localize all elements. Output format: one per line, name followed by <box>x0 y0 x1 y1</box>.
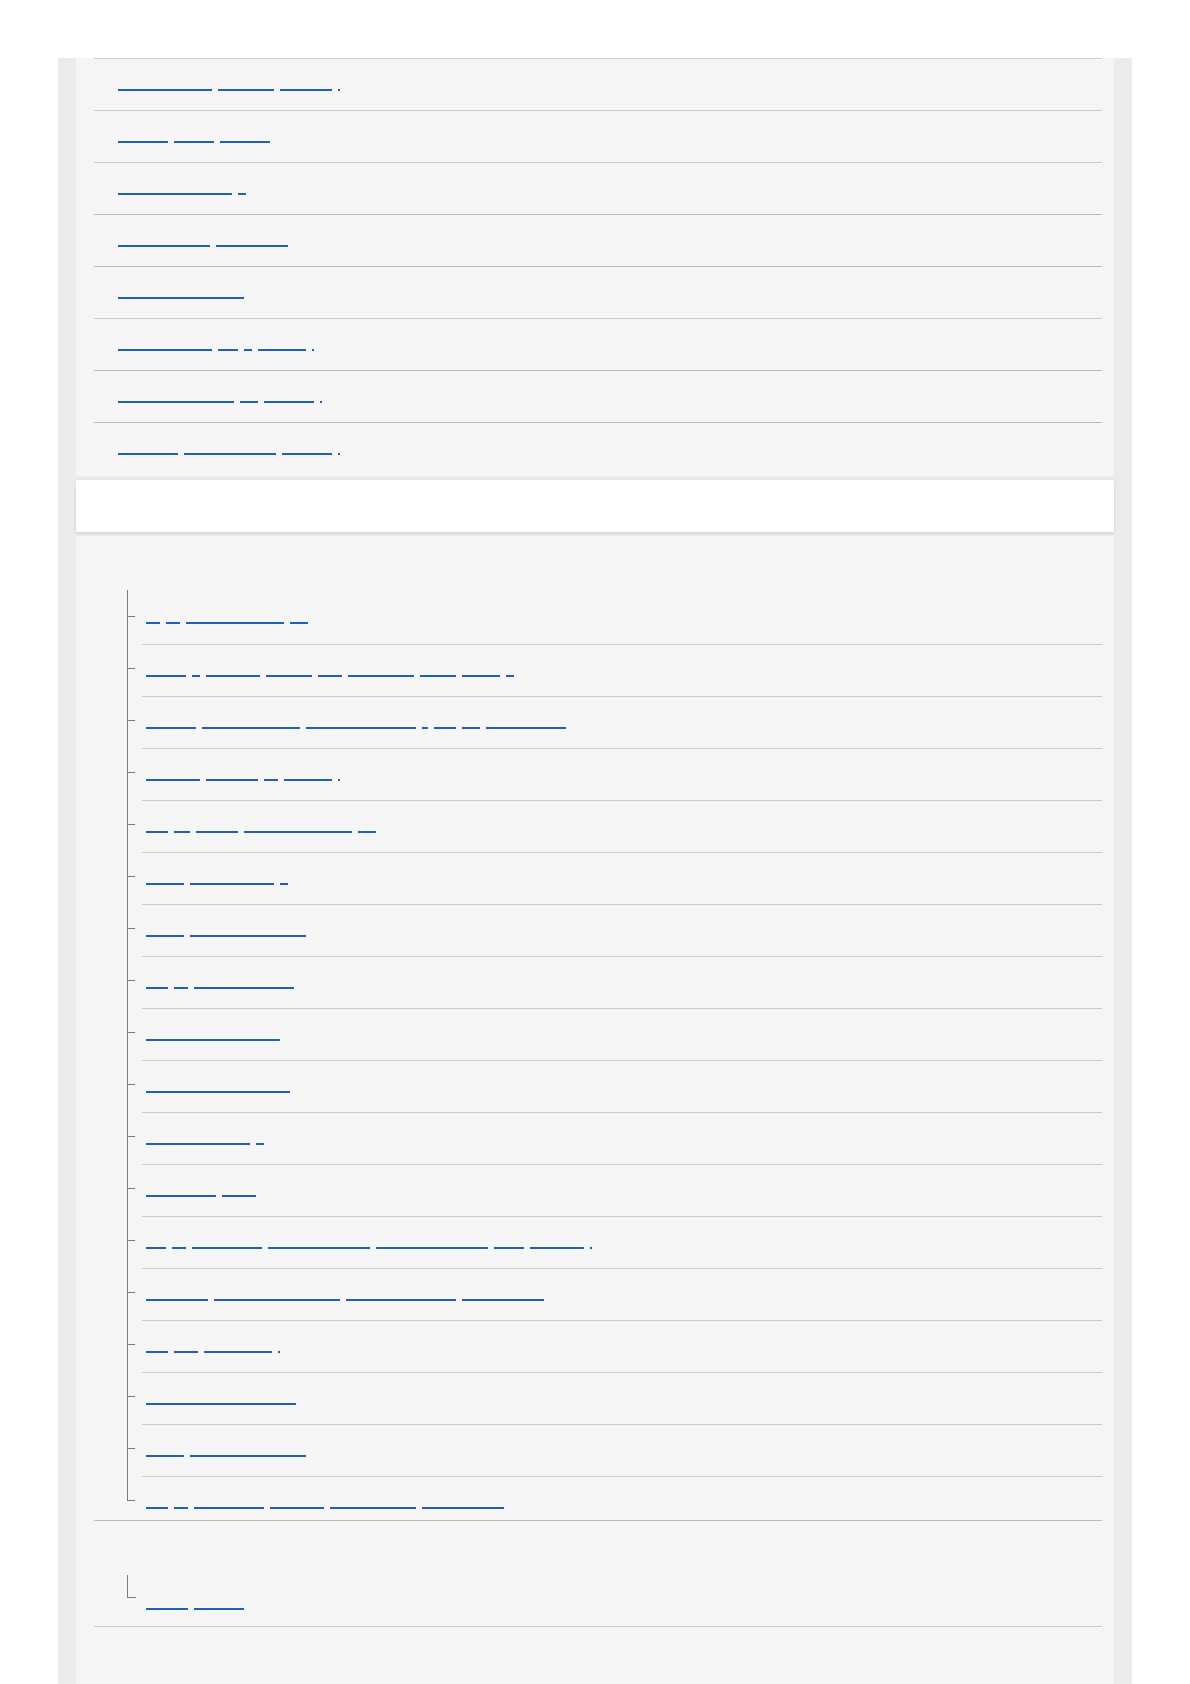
section-divider <box>94 1626 1102 1627</box>
list-item[interactable] <box>94 266 1102 318</box>
list-item-link[interactable] <box>118 287 244 299</box>
list-item-link[interactable] <box>118 183 246 195</box>
tree-item-link[interactable] <box>146 1598 244 1610</box>
list-item[interactable] <box>94 318 1102 370</box>
list-item[interactable] <box>94 162 1102 214</box>
tree-item-link[interactable] <box>146 925 306 937</box>
tree-item-link[interactable] <box>146 1393 296 1405</box>
tree-item[interactable] <box>142 1424 1102 1476</box>
list-item-link[interactable] <box>118 131 270 143</box>
tree-item[interactable] <box>142 852 1102 904</box>
tree-item[interactable] <box>142 1008 1102 1060</box>
tree-item-link[interactable] <box>146 769 340 781</box>
tree-connector-end <box>127 1575 136 1598</box>
tree-item-link[interactable] <box>146 977 294 989</box>
tree-item-link[interactable] <box>146 1497 504 1509</box>
tree-item[interactable] <box>142 1060 1102 1112</box>
tree-item-link[interactable] <box>146 717 566 729</box>
list-item-link[interactable] <box>118 443 340 455</box>
tree-item-link[interactable] <box>146 1341 280 1353</box>
tree-item[interactable] <box>142 1164 1102 1216</box>
list-item-link[interactable] <box>118 79 340 91</box>
tree-item-link[interactable] <box>146 821 376 833</box>
tree-item-link[interactable] <box>146 612 308 624</box>
tree-item-link[interactable] <box>146 1185 256 1197</box>
tree-item-link[interactable] <box>146 665 514 677</box>
tree-item[interactable] <box>142 1578 1102 1630</box>
tree-item[interactable] <box>142 644 1102 696</box>
tree-item-link[interactable] <box>146 1133 264 1145</box>
list-item[interactable] <box>94 214 1102 266</box>
list-item-link[interactable] <box>118 339 314 351</box>
list-item-link[interactable] <box>118 391 322 403</box>
list-item[interactable] <box>94 422 1102 474</box>
section-header-band <box>76 480 1114 532</box>
list-item[interactable] <box>94 58 1102 110</box>
tree-item[interactable] <box>142 1320 1102 1372</box>
tree-item[interactable] <box>142 956 1102 1008</box>
list-item[interactable] <box>94 370 1102 422</box>
tree-item[interactable] <box>142 1268 1102 1320</box>
tree-connector <box>127 590 128 1500</box>
list-item-link[interactable] <box>118 235 288 247</box>
tree-item-link[interactable] <box>146 1029 280 1041</box>
tree-item[interactable] <box>142 696 1102 748</box>
tree-item[interactable] <box>142 592 1102 644</box>
tree-item-link[interactable] <box>146 1237 592 1249</box>
tree-item[interactable] <box>142 1112 1102 1164</box>
tree-item[interactable] <box>142 748 1102 800</box>
tree-item-link[interactable] <box>146 1289 544 1301</box>
tree-item[interactable] <box>142 800 1102 852</box>
tree-item-link[interactable] <box>146 873 288 885</box>
list-item[interactable] <box>94 110 1102 162</box>
section-divider <box>94 1520 1102 1521</box>
tree-item-link[interactable] <box>146 1081 290 1093</box>
tree-item[interactable] <box>142 1216 1102 1268</box>
tree-item[interactable] <box>142 904 1102 956</box>
tree-item[interactable] <box>142 1372 1102 1424</box>
tree-item-link[interactable] <box>146 1445 306 1457</box>
